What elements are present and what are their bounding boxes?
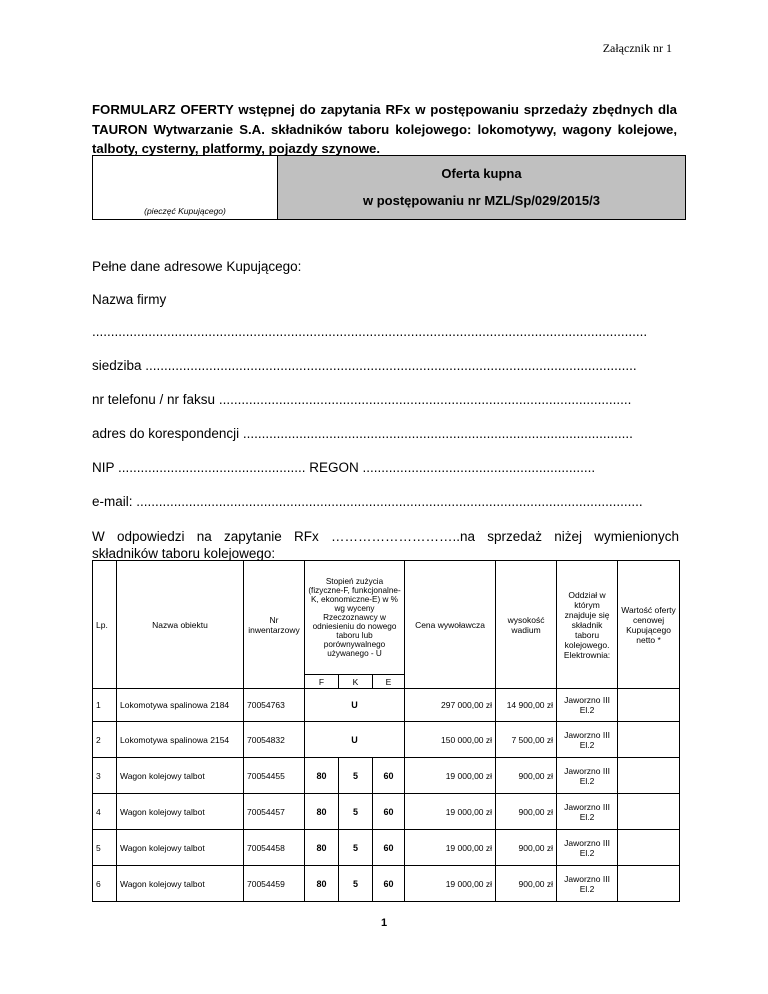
- table-row: [93, 722, 680, 758]
- nip-regon-field[interactable]: NIP .................................................. REGON ..............................................................: [92, 460, 596, 475]
- cell-e: 60: [373, 794, 405, 830]
- cell-deposit: 900,00 zł: [496, 866, 557, 902]
- header-starting-price: Cena wywoławcza: [405, 561, 496, 689]
- header-lp: Lp.: [93, 561, 117, 689]
- table-row: [93, 866, 680, 902]
- cell-price: 297 000,00 zł: [405, 689, 496, 722]
- cell-deposit: 900,00 zł: [496, 794, 557, 830]
- buyer-stamp-field: [93, 156, 278, 219]
- page-number: 1: [380, 917, 388, 929]
- header-branch: Oddział w którym znajduje się składnik taboru kolejowego. Elektrownia:: [557, 561, 618, 689]
- cell-k: 5: [339, 758, 373, 794]
- cell-name: Wagon kolejowy talbot: [117, 830, 244, 866]
- cell-branch: Jaworzno III El.2: [557, 722, 618, 758]
- cell-k: 5: [339, 830, 373, 866]
- cell-offer-value-input[interactable]: [618, 830, 680, 866]
- cell-inventory: 70054832: [244, 722, 305, 758]
- cell-price: 19 000,00 zł: [405, 794, 496, 830]
- cell-lp: 4: [93, 794, 117, 830]
- header-object-name: Nazwa obiektu: [117, 561, 244, 689]
- table-row: [93, 794, 680, 830]
- cell-f: 80: [305, 866, 339, 902]
- cell-inventory: 70054457: [244, 794, 305, 830]
- stamp-label: (pieczęć Kupującego): [144, 206, 226, 216]
- cell-inventory: 70054763: [244, 689, 305, 722]
- cell-wear-u: U: [305, 722, 405, 758]
- cell-offer-value-input[interactable]: [618, 689, 680, 722]
- cell-f: 80: [305, 830, 339, 866]
- email-field[interactable]: e-mail: .......................................................................................................................................: [92, 494, 643, 509]
- cell-branch: Jaworzno III El.2: [557, 758, 618, 794]
- seat-field[interactable]: siedziba ...................................................................................................................................: [92, 358, 637, 373]
- company-name-field[interactable]: ....................................................................................................................................................: [92, 324, 648, 339]
- cell-inventory: 70054455: [244, 758, 305, 794]
- cell-e: 60: [373, 830, 405, 866]
- cell-name: Wagon kolejowy talbot: [117, 758, 244, 794]
- cell-price: 19 000,00 zł: [405, 866, 496, 902]
- cell-offer-value-input[interactable]: [618, 722, 680, 758]
- cell-inventory: 70054458: [244, 830, 305, 866]
- cell-branch: Jaworzno III El.2: [557, 794, 618, 830]
- header-f: F: [305, 675, 339, 689]
- offer-title: Oferta kupna: [441, 166, 522, 181]
- items-table: [92, 560, 680, 902]
- cell-name: Wagon kolejowy talbot: [117, 866, 244, 902]
- cell-inventory: 70054459: [244, 866, 305, 902]
- offer-header-box: [92, 155, 686, 220]
- cell-lp: 2: [93, 722, 117, 758]
- cell-k: 5: [339, 794, 373, 830]
- attachment-label: Załącznik nr 1: [602, 41, 672, 55]
- cell-e: 60: [373, 866, 405, 902]
- cell-name: Lokomotywa spalinowa 2184: [117, 689, 244, 722]
- cell-deposit: 900,00 zł: [496, 758, 557, 794]
- table-row: [93, 830, 680, 866]
- cell-e: 60: [373, 758, 405, 794]
- cell-price: 19 000,00 zł: [405, 830, 496, 866]
- table-row: [93, 689, 680, 722]
- cell-f: 80: [305, 758, 339, 794]
- cell-deposit: 14 900,00 zł: [496, 689, 557, 722]
- cell-deposit: 900,00 zł: [496, 830, 557, 866]
- correspondence-address-field[interactable]: adres do korespondencji ........................................................................................................: [92, 426, 633, 441]
- cell-price: 150 000,00 zł: [405, 722, 496, 758]
- cell-lp: 3: [93, 758, 117, 794]
- cell-wear-u: U: [305, 689, 405, 722]
- cell-offer-value-input[interactable]: [618, 758, 680, 794]
- cell-branch: Jaworzno III El.2: [557, 689, 618, 722]
- cell-k: 5: [339, 866, 373, 902]
- cell-branch: Jaworzno III El.2: [557, 830, 618, 866]
- company-name-label: Nazwa firmy: [92, 292, 167, 307]
- table-row: [93, 758, 680, 794]
- intro-paragraph: W odpowiedzi na zapytanie RFx ………………………..na sprzedaż niżej wymienionych składników taboru kolejowego:: [92, 529, 679, 561]
- cell-lp: 5: [93, 830, 117, 866]
- proceeding-number: w postępowaniu nr MZL/Sp/029/2015/3: [363, 193, 600, 208]
- header-e: E: [373, 675, 405, 689]
- header-k: K: [339, 675, 373, 689]
- header-deposit: wysokość wadium: [496, 561, 557, 689]
- phone-fax-field[interactable]: nr telefonu / nr faksu ..............................................................................................................: [92, 392, 632, 407]
- cell-price: 19 000,00 zł: [405, 758, 496, 794]
- cell-f: 80: [305, 794, 339, 830]
- cell-offer-value-input[interactable]: [618, 794, 680, 830]
- cell-branch: Jaworzno III El.2: [557, 866, 618, 902]
- cell-offer-value-input[interactable]: [618, 866, 680, 902]
- cell-lp: 1: [93, 689, 117, 722]
- header-wear-degree: Stopień zużycia (fizyczne-F, funkcjonalne-K, ekonomiczne-E) w % wg wyceny Rzeczoznawcy w odniesieniu do nowego taboru lub porównywalnego używanego - U: [305, 561, 405, 675]
- cell-name: Lokomotywa spalinowa 2154: [117, 722, 244, 758]
- form-title: FORMULARZ OFERTY wstępnej do zapytania RFx w postępowaniu sprzedaży zbędnych dla TAURON Wytwarzanie S.A. składników taboru kolejowego: lokomotywy, wagony kolejowe, talboty, cysterny, platformy, pojazdy szynowe.: [92, 102, 677, 156]
- cell-lp: 6: [93, 866, 117, 902]
- header-offer-value: Wartość oferty cenowej Kupującego netto *: [618, 561, 680, 689]
- cell-deposit: 7 500,00 zł: [496, 722, 557, 758]
- offer-title-panel: [278, 156, 685, 219]
- header-inventory-no: Nr inwentarzowy: [244, 561, 305, 689]
- address-heading: Pełne dane adresowe Kupującego:: [92, 259, 302, 274]
- cell-name: Wagon kolejowy talbot: [117, 794, 244, 830]
